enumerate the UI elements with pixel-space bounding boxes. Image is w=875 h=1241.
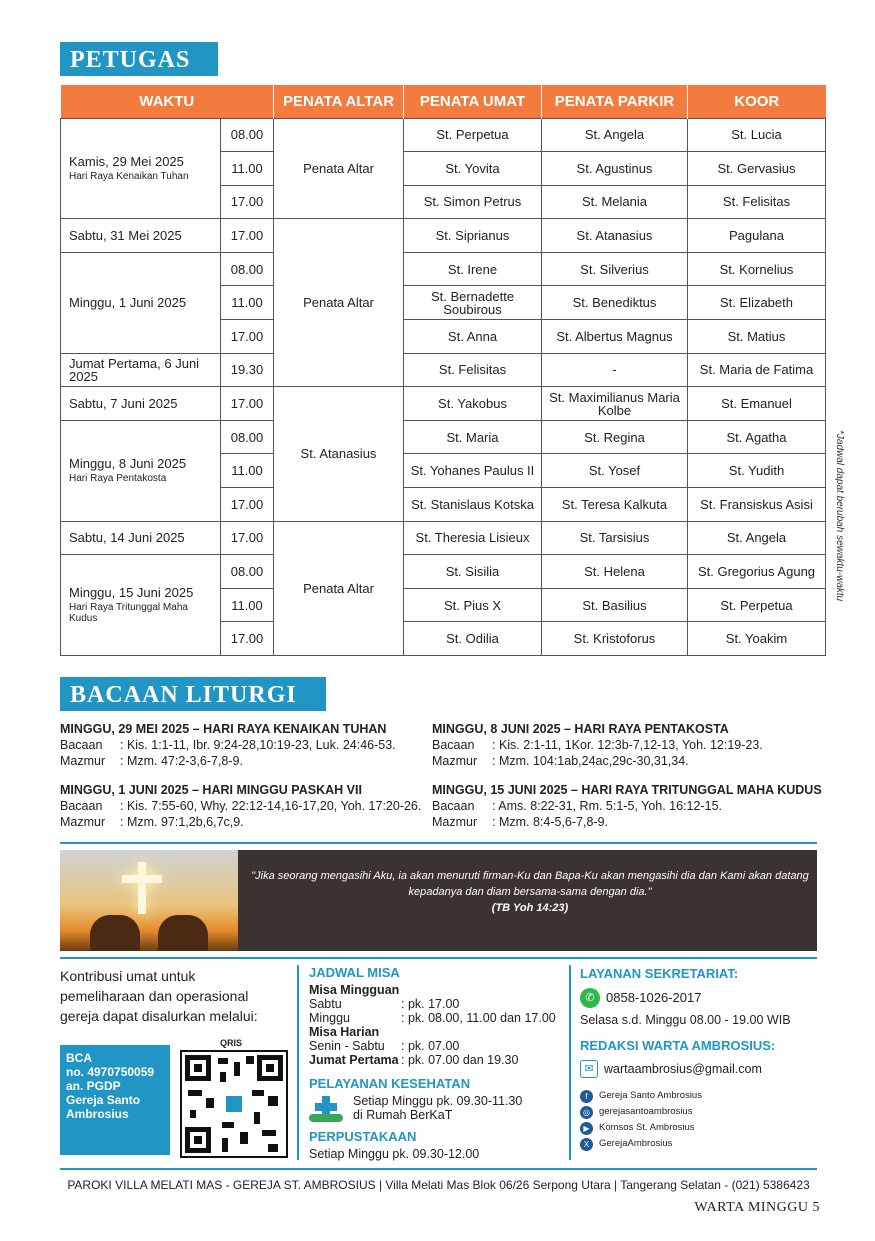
medical-cross-icon [309,1094,343,1124]
email-address[interactable]: wartaambrosius@gmail.com [604,1062,762,1076]
reading-heading: MINGGU, 29 MEI 2025 – HARI RAYA KENAIKAN TUHAN [60,722,387,736]
koor-cell: St. Matius [688,320,826,354]
divider [60,957,817,959]
umat-cell: St. Irene [404,252,542,286]
koor-cell: St. Angela [688,521,826,555]
date-cell: Sabtu, 7 Juni 2025 [61,387,221,421]
date-cell: Minggu, 15 Juni 2025 Hari Raya Tritunggal Maha Kudus [61,555,221,656]
mass-schedule: JADWAL MISA Misa Mingguan Sabtu : pk. 17.00 Minggu : pk. 08.00, 11.00 dan 17.00 Misa Harian Senin - Sabtu : pk. 07.00 Jumat Pertama : pk. 07.00 dan 19.30 PELAYANAN KESEHATAN Setiap Minggu pk. 09.30-11.30 di Rumah BerKaT PERPUSTAKAAN Setiap Minggu pk. 09.30-12.00 [309,966,569,1161]
parkir-cell: St. Atanasius [542,219,688,253]
time-cell: 19.30 [221,353,274,387]
health-service: Setiap Minggu pk. 09.30-11.30 di Rumah BerKaT [309,1094,569,1124]
parkir-cell: St. Tarsisius [542,521,688,555]
umat-cell: St. Bernadette Soubirous [404,286,542,320]
umat-cell: St. Sisilia [404,555,542,589]
reading-text: : Ams. 8:22-31, Rm. 5:1-5, Yoh. 16:12-15. [492,799,722,813]
umat-cell: St. Siprianus [404,219,542,253]
time-cell: 17.00 [221,622,274,656]
time-cell: 11.00 [221,588,274,622]
bacaan-title: BACAAN LITURGI [60,677,326,711]
koor-cell: St. Kornelius [688,252,826,286]
table-row [61,252,826,286]
koor-cell: St. Emanuel [688,387,826,421]
umat-cell: St. Anna [404,320,542,354]
parkir-cell: St. Kristoforus [542,622,688,656]
reading-label: Bacaan [60,738,103,752]
psalm-text: : Mzm. 47:2-3,6-7,8-9. [120,754,243,768]
qris-label: QRIS [220,1038,243,1048]
date-cell: Sabtu, 31 Mei 2025 [61,219,221,253]
layanan-title: LAYANAN SEKRETARIAT: [580,966,739,981]
footer-address: PAROKI VILLA MELATI MAS - GEREJA ST. AMBROSIUS | Villa Melati Mas Blok 06/26 Serpong Utara | Tangerang Selatan - (021) 5386423 [67,1178,810,1192]
reading-block [60,782,432,830]
header-penata-parkir: PENATA PARKIR [542,85,688,118]
time-cell: 08.00 [221,252,274,286]
jadwal-title: JADWAL MISA [309,965,400,980]
reading-block [432,782,832,830]
page-footer: WARTA MINGGU 5 [694,1200,820,1215]
library-title: PERPUSTAKAAN [309,1129,417,1144]
reading-text: : Kis. 7:55-60, Why. 22:12-14,16-17,20, Yoh. 17:20-26. [120,799,422,813]
date-cell: Jumat Pertama, 6 Juni 2025 [61,353,221,387]
x-link[interactable]: GerejaAmbrosius [599,1138,673,1149]
parkir-cell: St. Helena [542,555,688,589]
instagram-link[interactable]: gerejasantoambrosius [599,1106,693,1117]
parkir-cell: St. Angela [542,118,688,152]
reading-label: Bacaan [432,738,475,752]
table-row [61,555,826,589]
koor-cell: St. Gervasius [688,152,826,186]
facebook-link[interactable]: Gereja Santo Ambrosius [599,1090,702,1101]
parkir-cell: St. Albertus Magnus [542,320,688,354]
koor-cell: St. Elizabeth [688,286,826,320]
psalm-label: Mazmur [60,815,106,829]
table-row [61,521,826,555]
schedule-table [60,85,826,656]
youtube-icon: ▶ [580,1122,593,1135]
instagram-icon: ◎ [580,1106,593,1119]
psalm-label: Mazmur [60,754,106,768]
time-cell: 08.00 [221,420,274,454]
time-cell: 11.00 [221,454,274,488]
koor-cell: St. Yudith [688,454,826,488]
koor-cell: St. Gregorius Agung [688,555,826,589]
time-cell: 11.00 [221,286,274,320]
parkir-cell: St. Yosef [542,454,688,488]
umat-cell: St. Simon Petrus [404,185,542,219]
altar-cell: Penata Altar [274,521,404,655]
quote-text: "Jika seorang mengasihi Aku, ia akan menuruti firman-Ku dan Bapa-Ku akan mengasihi dia dan Kami akan datang kepadanya dan diam bersama-sama dengan dia." (TB Yoh 14:23) [251,870,809,914]
umat-cell: St. Felisitas [404,353,542,387]
table-row [61,118,826,152]
koor-cell: St. Fransiskus Asisi [688,488,826,522]
header-penata-altar: PENATA ALTAR [274,85,404,118]
account-holder: an. PGDP [66,1079,121,1093]
umat-cell: St. Pius X [404,588,542,622]
bank-name: BCA [66,1051,92,1065]
umat-cell: St. Yovita [404,152,542,186]
umat-cell: St. Perpetua [404,118,542,152]
koor-cell: St. Maria de Fatima [688,353,826,387]
time-cell: 17.00 [221,320,274,354]
time-cell: 17.00 [221,185,274,219]
parkir-cell: St. Agustinus [542,152,688,186]
secretariat-service [580,966,820,1152]
umat-cell: St. Odilia [404,622,542,656]
hand-shape [90,915,140,951]
umat-cell: St. Theresia Lisieux [404,521,542,555]
date-cell: Sabtu, 14 Juni 2025 [61,521,221,555]
altar-cell: St. Atanasius [274,387,404,521]
table-row [61,353,826,387]
health-title: PELAYANAN KESEHATAN [309,1076,471,1091]
altar-cell: Penata Altar [274,219,404,387]
contribution-text: Kontribusi umat untuk pemeliharaan dan operasional gereja dapat disalurkan melalui: [60,968,258,1024]
divider [569,965,571,1160]
account-holder: Ambrosius [66,1107,129,1121]
divider [60,1168,817,1170]
header-koor: KOOR [688,85,826,118]
parkir-cell: St. Teresa Kalkuta [542,488,688,522]
header-waktu: WAKTU [61,85,274,118]
bank-account: no. 4970750059 [66,1065,155,1079]
reading-heading: MINGGU, 8 JUNI 2025 – HARI RAYA PENTAKOSTA [432,722,729,736]
reading-label: Bacaan [432,799,475,813]
date-cell: Kamis, 29 Mei 2025 Hari Raya Kenaikan Tuhan [61,118,221,219]
redaksi-title: REDAKSI WARTA AMBROSIUS: [580,1038,776,1053]
divider [297,965,299,1160]
umat-cell: St. Stanislaus Kotska [404,488,542,522]
reading-text: : Kis. 2:1-11, 1Kor. 12:3b-7,12-13, Yoh. 12:19-23. [492,738,763,752]
bank-info [60,1045,170,1155]
time-cell: 17.00 [221,488,274,522]
altar-cell: Penata Altar [274,118,404,219]
umat-cell: St. Yohanes Paulus II [404,454,542,488]
psalm-text: : Mzm. 8:4-5,6-7,8-9. [492,815,609,829]
parkir-cell: - [542,353,688,387]
koor-cell: St. Yoakim [688,622,826,656]
parkir-cell: St. Basilius [542,588,688,622]
whatsapp-icon: ✆ [580,988,600,1008]
quote-reference: (TB Yoh 14:23) [491,902,569,914]
psalm-label: Mazmur [432,754,478,768]
facebook-icon: f [580,1090,593,1103]
time-cell: 08.00 [221,118,274,152]
table-row [61,420,826,454]
email-icon: ✉ [580,1060,598,1078]
date-cell: Minggu, 8 Juni 2025 Hari Raya Pentakosta [61,420,221,521]
psalm-label: Mazmur [432,815,478,829]
reading-text: : Kis. 1:1-11, Ibr. 9:24-28,10:19-23, Luk. 24:46-53. [120,738,396,752]
quote-banner [60,850,817,951]
koor-cell: St. Agatha [688,420,826,454]
koor-cell: St. Lucia [688,118,826,152]
umat-cell: St. Yakobus [404,387,542,421]
youtube-link[interactable]: Komsos St. Ambrosius [599,1122,695,1133]
weekly-mass-heading: Misa Mingguan [309,983,400,997]
time-cell: 17.00 [221,387,274,421]
parkir-cell: St. Melania [542,185,688,219]
parkir-cell: St. Silverius [542,252,688,286]
time-cell: 17.00 [221,521,274,555]
library-hours: Setiap Minggu pk. 09.30-12.00 [309,1147,480,1161]
reading-block [60,721,432,769]
phone-number[interactable]: 0858-1026-2017 [606,990,702,1005]
table-row [61,387,826,421]
parkir-cell: St. Benediktus [542,286,688,320]
reading-block [432,721,832,769]
koor-cell: Pagulana [688,219,826,253]
schedule-note: *Jadwal dapat berubah sewaktu-waktu [834,430,845,602]
cross-icon [138,862,146,914]
qris-logo-icon [224,1094,244,1114]
reading-heading: MINGGU, 15 JUNI 2025 – HARI RAYA TRITUNGGAL MAHA KUDUS [432,783,822,797]
account-holder: Gereja Santo [66,1093,141,1107]
table-row [61,219,826,253]
date-cell: Minggu, 1 Juni 2025 [61,252,221,353]
parkir-cell: St. Maximilianus Maria Kolbe [542,387,688,421]
reading-label: Bacaan [60,799,103,813]
hand-shape [158,915,208,951]
psalm-text: : Mzm. 104:1ab,24ac,29c-30,31,34. [492,754,689,768]
time-cell: 08.00 [221,555,274,589]
hands-cross-image [60,850,238,951]
petugas-title: PETUGAS [60,42,218,76]
divider [60,842,817,844]
daily-mass-heading: Misa Harian [309,1025,380,1039]
x-icon: X [580,1138,593,1151]
umat-cell: St. Maria [404,420,542,454]
office-hours: Selasa s.d. Minggu 08.00 - 19.00 WIB [580,1013,791,1027]
psalm-text: : Mzm. 97:1,2b,6,7c,9. [120,815,244,829]
time-cell: 17.00 [221,219,274,253]
koor-cell: St. Felisitas [688,185,826,219]
parkir-cell: St. Regina [542,420,688,454]
header-penata-umat: PENATA UMAT [404,85,542,118]
reading-heading: MINGGU, 1 JUNI 2025 – HARI MINGGU PASKAH VII [60,783,362,797]
qr-code [180,1050,288,1158]
koor-cell: St. Perpetua [688,588,826,622]
time-cell: 11.00 [221,152,274,186]
